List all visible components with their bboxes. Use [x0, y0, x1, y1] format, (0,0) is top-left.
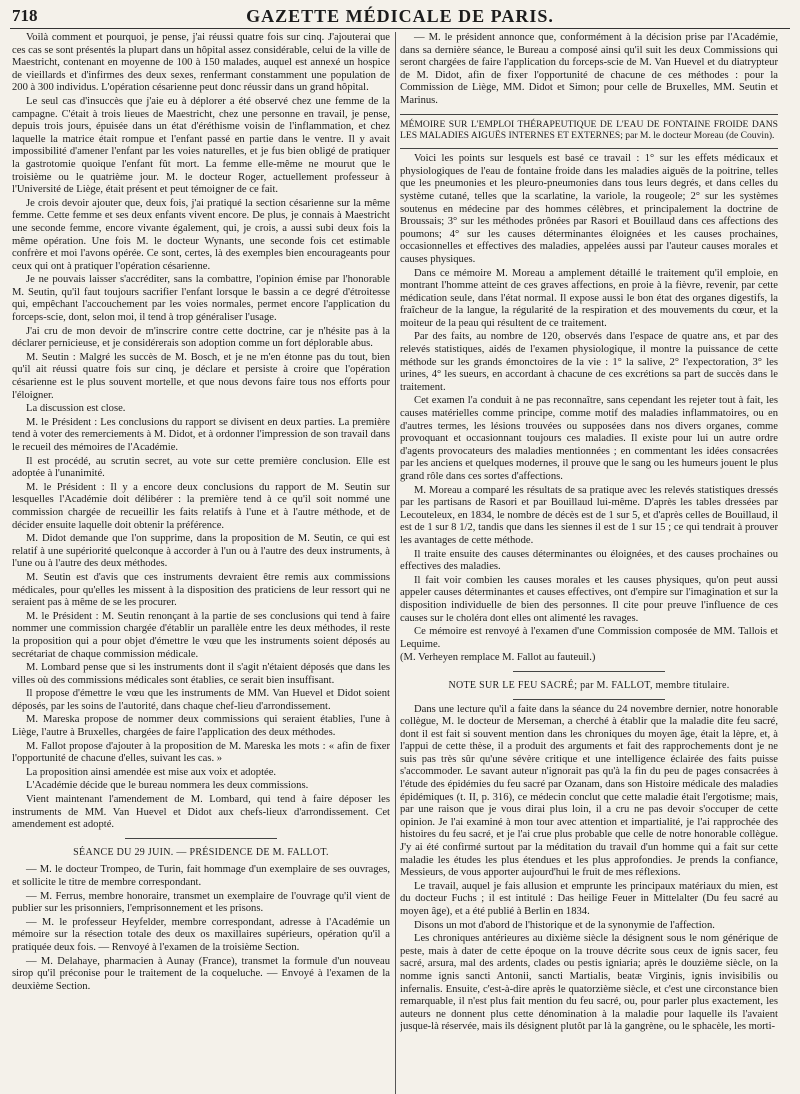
paragraph: M. Lombard pense que si les instruments dont il s'agit n'étaient déposés que dans les villes où des commissions médicales sont établies, ce serait bien insuffisant.	[12, 662, 390, 686]
paragraph: M. Didot demande que l'on supprime, dans la proposition de M. Seutin, ce qui est relatif à une supériorité quelconque à accorder à l'un ou à l'autre des deux instruments, à l'une ou à l'autre des deux méthodes.	[12, 533, 390, 570]
paragraph: J'ai cru de mon devoir de m'inscrire contre cette doctrine, car je n'hésite pas à la déclarer pernicieuse, et je considérerais son adoption comme un fort déplorable abus.	[12, 325, 390, 350]
section-divider	[400, 114, 778, 115]
text-columns	[12, 32, 790, 1094]
column-rule	[395, 32, 396, 1094]
paragraph: Par des faits, au nombre de 120, observés dans l'espace de quatre ans, et par des relevés statistiques, aidés de l'examen physiologique, il montre la puissance de cette méthode sur les grands émonctoires de la vie : 1° la salive, 2° l'expectoration, 3° les urines, 4° les sueurs, en accordant à chacune de ces excrétions sa part de succès dans le traitement.	[400, 331, 778, 393]
masthead	[10, 6, 790, 29]
paragraph: La proposition ainsi amendée est mise aux voix et adoptée.	[26, 766, 277, 778]
memoir-heading: MÉMOIRE SUR L'EMPLOI THÉRAPEUTIQUE DE L'EAU DE FONTAINE FROIDE DANS LES MALADIES AIGUËS INTERNES ET EXTERNES; par M. le docteur Moreau (de Couvin).	[400, 118, 778, 142]
paragraph: Il traite ensuite des causes déterminantes ou éloignées, et des causes prochaines ou effectives des maladies.	[400, 548, 778, 573]
paragraph: M. Moreau a comparé les résultats de sa pratique avec les relevés statistiques dressés par les partisans de Rasori et par Bouillaud lui-même. D'après les tables dressées par Lecouteleux, en 1834, le nombre de décès est de 1 sur 5, et d'après celles de Bouillaud, il est de 1 sur 8 1/2, tandis que dans les siennes il est de 1 sur 15 ; ce qui tendrait à prouver les avantages de cette méthode.	[400, 484, 778, 546]
note-heading: NOTE SUR LE FEU SACRÉ; par M. FALLOT, membre titulaire.	[448, 679, 730, 691]
paragraph: Dans une lecture qu'il a faite dans la séance du 24 novembre dernier, notre honorable collègue, M. le docteur de Merseman, a cherché à établir que la maladie dite feu sacré, dont il est fait si souvent mention dans les chroniques du moyen âge, était la lèpre, et, à l'appui de cette thèse, il a produit des arguments et fait des rapprochements dont je ne suis pas très sûr qu'une sévère critique et une intelligence éclairée des faits puisse s'accommoder. Le savant auteur n'ignorait pas qu'à la fin du peu de pages consacrées à l'étude des épidémies du feu sacré par Ozanam, dans son Histoire médicale des maladies épidémiques (t. II, p. 316), ce médecin conclut que cette maladie était l'ergotisme; mais, par une raison que je vous dirai plus loin, il a cru ne pas devoir s'occuper de cette opinion. Je l'ai examiné à mon tour avec attention et impartialité, je l'ai rapprochée des histoires du feu sacré, et je l'ai crue plus probable que celle de notre honorable collègue. J'y ai été confirmé surtout par la méditation du travail d'un homme qui a fait sur cette maladie les études les plus étendues et les plus approfondies. Je prends la confiance, Messieurs, de vous apporter aujourd'hui le fruit de mes réflexions.	[400, 703, 778, 879]
paragraph: Le seul cas d'insuccès que j'aie eu à déplorer a été observé chez une femme de la campagne. C'était à trois lieues de Maestricht, chez une personne en travail, je pense, depuis trois jours, épuisée dans un état d'éréthisme voisin de l'inflammation, et chez laquelle la matrice était rompue et l'enfant passé en partie dans le ventre. Il y avait impossibilité d'amener l'enfant par les voies naturelles, et je fus bien obligé de pratiquer la gastrotomie quoique l'enfant fût mort. La femme elle-même ne mourut que le troisième ou le quatrième jour. M. le docteur Roger, actuellement professeur à l'Université de Liège, était présent et peut témoigner de ce fait.	[12, 95, 390, 196]
section-divider	[513, 699, 664, 700]
left-column	[12, 32, 390, 1094]
paragraph: — M. le président annonce que, conformément à la décision prise par l'Académie, dans sa dernière séance, le Bureau a composé ainsi qu'il suit les deux Commissions qui seront chargées de faire l'application du forceps-scie de M. Van Huevel et du diatrypteur de M. Didot, afin de fixer l'opportunité de chacune de ces méthodes : pour la Commission de Liège, MM. Didot et Simon; pour celle de Bruxelles, MM. Seutin et Marinus.	[400, 32, 778, 106]
paragraph: Je ne pouvais laisser s'accréditer, sans la combattre, l'opinion émise par l'honorable M. Seutin, qu'il faut toujours sacrifier l'enfant lorsque le bassin a ce degré d'étroitesse qui, empêchant l'accouchement par les voies normales, permet encore l'application du forceps-scie, dont, selon moi, il tend à trop généraliser l'usage.	[12, 274, 390, 324]
paragraph: M. Seutin est d'avis que ces instruments devraient être remis aux commissions médicales, pour qu'elles les missent à la disposition des praticiens de leur ressort qui ne seraient pas à même de se les procurer.	[12, 571, 390, 609]
paragraph: M. Mareska propose de nommer deux commissions qui seraient établies, l'une à Liège, l'autre à Bruxelles, chargées de faire l'application des deux méthodes.	[12, 714, 390, 739]
paragraph: (M. Verheyen remplace M. Fallot au fauteuil.)	[400, 652, 596, 664]
page-number: 718	[12, 6, 38, 25]
paragraph: Il est procédé, au scrutin secret, au vote sur cette première conclusion. Elle est adoptée à l'unanimité.	[12, 455, 390, 480]
paragraph: Il propose d'émettre le vœu que les instruments de MM. Van Huevel et Didot soient déposés, par les soins de l'autorité, dans chaque chef-lieu d'arrondissement.	[12, 688, 390, 712]
paragraph: — M. Ferrus, membre honoraire, transmet un exemplaire de l'ouvrage qu'il vient de publier sur les prisonniers, l'emprisonnement et les prisons.	[12, 890, 390, 915]
paragraph: La discussion est close.	[26, 403, 126, 415]
paragraph: Voilà comment et pourquoi, je pense, j'ai réussi quatre fois sur cinq. J'ajouterai que ces cas se sont présentés la plupart dans un hôpital assez considérable, celui de la ville de Maestricht, contenant en moyenne de 100 à 150 malades, auquel est annexé un hospice de vieillards et d'infirmes des deux sexes, renfermant constamment une population de 200 à 300 individus. L'opération césarienne peut donc réussir dans un grand hôpital.	[12, 32, 390, 94]
paragraph: M. le Président : M. Seutin renonçant à la partie de ses conclusions qui tend à faire nommer une commission chargée d'établir un parallèle entre les deux méthodes, il reste la proposition qui a pour objet d'émettre le vœu que les instruments soient déposés au secrétariat de chaque commission médicale.	[12, 610, 390, 660]
paragraph: L'Académie décide que le bureau nommera les deux commissions.	[26, 780, 309, 792]
paragraph: M. le Président : Les conclusions du rapport se divisent en deux parties. La première tend à voter des remerciements à M. Didot, et à ordonner l'impression de son travail dans le recueil des mémoires de l'Académie.	[12, 416, 390, 453]
paragraph: Vient maintenant l'amendement de M. Lombard, qui tend à faire déposer les instruments de MM. Van Huevel et Didot aux chefs-lieux d'arrondissement. Cet amendement est adopté.	[12, 794, 390, 831]
paragraph: Le travail, auquel je fais allusion et emprunte les principaux matériaux du mien, est du docteur Fuchs ; il est intitulé : Das heilige Feuer in Mittelalter (Du feu sacré au moyen âge), et a été publié à Berlin en 1834.	[400, 880, 778, 917]
paragraph: Dans ce mémoire M. Moreau a amplement détaillé le traitement qu'il emploie, en montrant l'homme atteint de ces graves affections, en proie à la fièvre, revenir, par cette médication seule, dans l'état normal. Il expose aussi le bon état des organes digestifs, la fraîcheur de la langue, la régularité de la respiration et des mouvements du cœur, et la moiteur de la peau qui résultent de ce traitement.	[400, 267, 778, 329]
paragraph: Les chroniques antérieures au dixième siècle la désignent sous le nom générique de peste, mais à dater de cette époque on la trouve décrite sous ceux de ignis sacer, feu sacré, arsura, mal des ardents, clades ou pestis igniaria; après le douzième siècle, on la nomme ignis sancti Antonii, sancti Martialis, beatæ Virginis, ignis invisibilis ou infernalis. Ensuite, c'est-à-dire après le quatorzième siècle, et c'est une circonstance bien remarquable, il n'est plus fait mention du feu sacré, ou, pour parler plus exactement, les auteurs ne donnent plus cette dénomination à la maladie pour laquelle ils l'avaient jusque-là réservée, mais ils désignent plutôt par là la gangrène, ou le sphacèle, les morti-	[400, 933, 778, 1033]
paragraph: M. Fallot propose d'ajouter à la proposition de M. Mareska les mots : « afin de fixer l'opportunité de chacune d'elles, suivant les cas. »	[12, 740, 390, 765]
paragraph: Il fait voir combien les causes morales et les causes physiques, qu'on peut aussi appeler causes déterminantes et causes effectives, ont d'empire sur l'imagination et sur la disposition individuelle de bien des personnes. Il cite pour preuve l'influence de ces causes sur le choléra dont elles ont alimenté les ravages.	[400, 574, 778, 624]
section-divider	[400, 148, 778, 149]
section-divider	[513, 671, 664, 672]
paragraph: — M. Delahaye, pharmacien à Aunay (France), transmet la formule d'un nouveau sirop qu'il préconise pour le traitement de la coqueluche. — Envoyé à l'examen de la deuxième Section.	[12, 955, 390, 992]
paragraph: — M. le professeur Heyfelder, membre correspondant, adresse à l'Académie un mémoire sur la résection totale des deux os maxillaires supérieurs, opération qu'il a pratiquée deux fois. — Renvoyé à l'examen de la troisième Section.	[12, 916, 390, 953]
paragraph: Je crois devoir ajouter que, deux fois, j'ai pratiqué la section césarienne sur la même femme. Cette femme et ses deux enfants vivent encore. De plus, je connais à Maestricht une seconde femme, encore vivante également, qui, je crois, a aussi subi deux fois la même opération. Une fois M. le docteur Wynants, une seconde fois cet estimable confrère et moi l'avons opérée. Ce sont, certes, là des exemples bien encourageants pour ceux qui ont à pratiquer l'opération césarienne.	[12, 197, 390, 272]
paragraph: Ce mémoire est renvoyé à l'examen d'une Commission composée de MM. Tallois et Lequime.	[400, 626, 778, 650]
section-divider	[125, 838, 276, 839]
paragraph: M. le Président : Il y a encore deux conclusions du rapport de M. Seutin sur lesquelles l'Académie doit délibérer : la première tend à ce qu'il soit nommé une commission chargée de recueillir les faits relatifs à l'une et à l'autre méthode, et de décider ensuite laquelle doit obtenir la préférence.	[12, 481, 390, 531]
paragraph: — M. le docteur Trompeo, de Turin, fait hommage d'un exemplaire de ses ouvrages, et sollicite le titre de membre correspondant.	[12, 864, 390, 888]
paragraph: M. Seutin : Malgré les succès de M. Bosch, et je ne m'en étonne pas du tout, bien qu'il ait réussi quatre fois sur cinq, je déclare et persiste à croire que l'opération césarienne est le plus souvent mortelle, et que nous devons faire tous nos efforts pour l'éloigner.	[12, 351, 390, 401]
session-heading: SÉANCE DU 29 JUIN. — PRÉSIDENCE DE M. FALLOT.	[73, 846, 329, 858]
right-column	[400, 32, 778, 1094]
paragraph: Cet examen l'a conduit à ne pas reconnaître, sans cependant les rejeter tout à fait, les causes matérielles comme principe, comme motif des maladies inflammatoires, ou en d'autres termes, les lésions trouvées ou supposées dans nos divers organes, comme provoquant et occasionnant toujours ces maladies. Il existe pour lui un autre ordre d'agents provocateurs des maladies mentionnées ; en commentant les idées consacrées par les anciens et quelques modernes, il prouve que le sang ou les humeurs jouent le plus grand rôle dans ces sortes d'affections.	[400, 395, 778, 482]
paragraph: Disons un mot d'abord de l'historique et de la synonymie de l'affection.	[414, 919, 715, 931]
journal-title: GAZETTE MÉDICALE DE PARIS.	[246, 6, 554, 26]
paragraph: Voici les points sur lesquels est basé ce travail : 1° sur les effets médicaux et physiologiques de l'eau de fontaine froide dans les maladies aiguës de la poitrine, telles que les pneumonies et les pleuro-pneumonies dans tous leurs degrés, et dans celles du système cutané, telles que la scarlatine, la variole, la rougeole; 2° sur les systèmes soutenus en médecine par des hommes célèbres, et principalement la doctrine de Broussais; 3° sur les méthodes prônées par Rasori et Bouillaud dans ces affections des poumons; 4° sur les causes déterminantes éloignées et les causes prochaines, occasionnelles et effectives des maladies, appelées aussi par l'auteur causes morales et causes physiques.	[400, 153, 778, 265]
